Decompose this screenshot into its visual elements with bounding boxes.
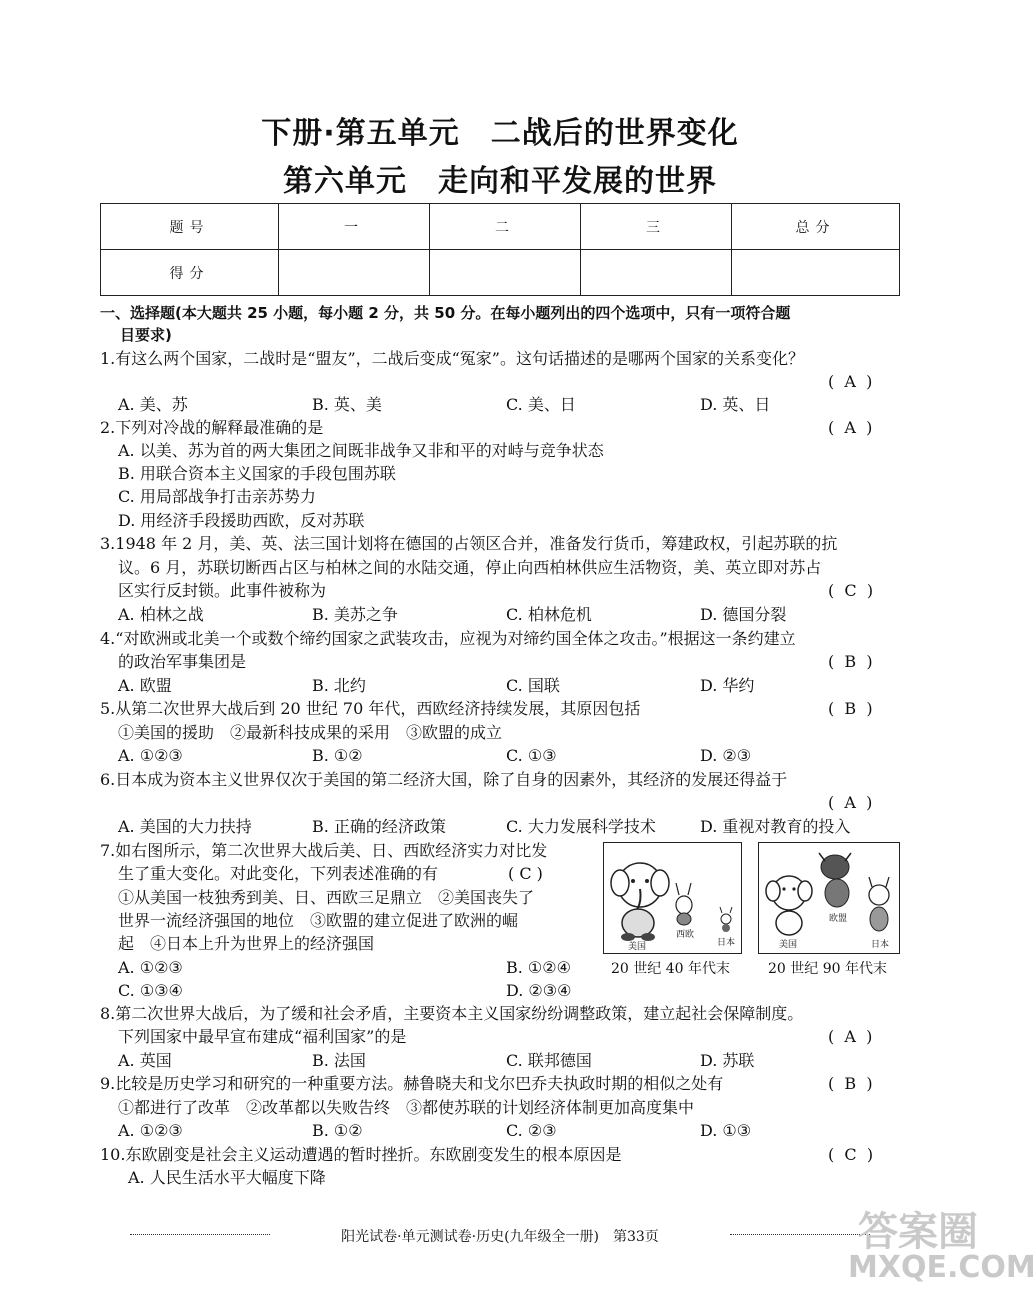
question-7-option-d: D. ②③④ (506, 981, 572, 1000)
cartoon-1940s (603, 842, 742, 954)
question-4-stem-line1: 4.“对欧洲或北美一个或数个缔约国家之武装攻击，应视为对缔约国全体之攻击。”根据这一条约建立 (100, 629, 796, 648)
question-9-option-a: A. ①②③ (118, 1121, 183, 1140)
question-8-stem-line2: 下列国家中最早宣布建成“福利国家”的是 (118, 1027, 407, 1046)
question-4-stem-line2: 的政治军事集团是 (118, 652, 247, 671)
question-7-answer: ( C ) (508, 864, 543, 883)
question-3-stem-line1: 3.1948 年 2 月，美、英、法三国计划将在德国的占领区合并，准备发行货币，筹建政权，引起苏联的抗 (100, 534, 838, 553)
question-9-option-b: B. ①② (312, 1121, 363, 1140)
question-3-option-c: C. 柏林危机 (506, 605, 592, 624)
cartoon-1940s-label-we: 西欧 (676, 930, 695, 940)
score-header-1: 一 (279, 204, 430, 250)
question-3-option-a: A. 柏林之战 (118, 605, 204, 624)
question-7-stem-line1: 7.如右图所示，第二次世界大战后美、日、西欧经济实力对比发 (100, 841, 548, 860)
cartoon-1990s-caption: 20 世纪 90 年代末 (768, 961, 887, 977)
section-heading-cont: 目要求) (120, 326, 172, 344)
question-5-items: ①美国的援助 ②最新科技成果的采用 ③欧盟的成立 (118, 723, 503, 742)
question-8-option-d: D. 苏联 (700, 1051, 755, 1070)
question-4-option-b: B. 北约 (312, 676, 366, 695)
score-cell-3[interactable] (581, 250, 732, 296)
question-7-option-c: C. ①③④ (118, 981, 183, 1000)
cartoon-1990s-label-eu: 欧盟 (829, 914, 848, 924)
footer-divider-right (730, 1234, 870, 1235)
watermark-logo: 答案圈 (858, 1209, 978, 1255)
question-2-answer: ( A ) (828, 418, 873, 437)
question-5-option-b: B. ①② (312, 746, 363, 765)
question-7-stem-line4: 世界一流经济强国的地位 ③欧盟的建立促进了欧洲的崛 (118, 911, 519, 930)
score-header-total: 总分 (732, 204, 900, 250)
cartoon-1990s-label-jp: 日本 (871, 940, 890, 950)
question-6-stem: 6.日本成为资本主义世界仅次于美国的第二经济大国，除了自身的因素外，其经济的发展还得益于 (100, 770, 788, 789)
score-header-2: 二 (430, 204, 581, 250)
score-header-3: 三 (581, 204, 732, 250)
question-6-option-d: D. 重视对教育的投入 (700, 817, 851, 836)
question-2-option-a: A. 以美、苏为首的两大集团之间既非战争又非和平的对峙与竞争状态 (118, 441, 604, 460)
question-9-items: ①都进行了改革 ②改革都以失败告终 ③都使苏联的计划经济体制更加高度集中 (118, 1098, 695, 1117)
question-10-stem: 10.东欧剧变是社会主义运动遭遇的暂时挫折。东欧剧变发生的根本原因是 (100, 1145, 622, 1164)
question-4-option-c: C. 国联 (506, 676, 560, 695)
cartoon-1990s-label-usa: 美国 (779, 940, 798, 950)
score-cell-1[interactable] (279, 250, 430, 296)
score-cell-total[interactable] (732, 250, 900, 296)
section-heading: 一、选择题(本大题共 25 小题，每小题 2 分，共 50 分。在每小题列出的四个选项中，只有一项符合题 (100, 304, 791, 322)
question-10-option-a: A. 人民生活水平大幅度下降 (128, 1168, 326, 1187)
question-5-option-d: D. ②③ (700, 746, 752, 765)
question-8-stem-line1: 8.第二次世界大战后，为了缓和社会矛盾，主要资本主义国家纷纷调整政策，建立起社会保障制度。 (100, 1004, 804, 1023)
question-2-option-b: B. 用联合资本主义国家的手段包围苏联 (118, 464, 396, 483)
page-subtitle: 第六单元 走向和平发展的世界 (283, 164, 717, 199)
score-cell-2[interactable] (430, 250, 581, 296)
question-5-answer: ( B ) (828, 699, 873, 718)
question-6-answer: ( A ) (828, 793, 873, 812)
question-9-answer: ( B ) (828, 1074, 873, 1093)
score-header-label: 题号 (101, 204, 279, 250)
question-8-option-a: A. 英国 (118, 1051, 172, 1070)
question-1-stem: 1.有这么两个国家，二战时是“盟友”，二战后变成“冤家”。这句话描述的是哪两个国家的关系变化？ (100, 349, 804, 368)
question-8-answer: ( A ) (828, 1027, 873, 1046)
question-1-option-a: A. 美、苏 (118, 395, 188, 414)
question-6-option-c: C. 大力发展科学技术 (506, 817, 656, 836)
question-7-stem-line2: 生了重大变化。对此变化，下列表述准确的有 (118, 864, 439, 883)
question-3-stem-line3: 区实行反封锁。此事件被称为 (118, 581, 327, 600)
watermark-url: MXQE.COM (848, 1250, 1036, 1285)
question-8-option-c: C. 联邦德国 (506, 1051, 592, 1070)
question-6-option-a: A. 美国的大力扶持 (118, 817, 252, 836)
question-1-answer: ( A ) (828, 372, 873, 391)
question-4-option-d: D. 华约 (700, 676, 755, 695)
question-7-option-a: A. ①②③ (118, 958, 183, 977)
question-7-stem-line5: 起 ④日本上升为世界上的经济强国 (118, 934, 375, 953)
question-9-option-c: C. ②③ (506, 1121, 557, 1140)
question-8-option-b: B. 法国 (312, 1051, 366, 1070)
score-row-label: 得分 (101, 250, 279, 296)
cartoon-1940s-label-usa: 美国 (628, 942, 647, 952)
question-7-option-b: B. ①②④ (506, 958, 571, 977)
question-3-option-d: D. 德国分裂 (700, 605, 787, 624)
page-footer: 阳光试卷·单元测试卷·历史(九年级全一册) 第33页 (341, 1229, 659, 1245)
question-3-answer: ( C ) (828, 581, 874, 600)
question-10-answer: ( C ) (828, 1145, 874, 1164)
score-table (100, 203, 900, 296)
question-6-option-b: B. 正确的经济政策 (312, 817, 446, 836)
question-4-answer: ( B ) (828, 652, 873, 671)
cartoon-1940s-caption: 20 世纪 40 年代末 (611, 961, 730, 977)
question-2-option-c: C. 用局部战争打击亲苏势力 (118, 487, 316, 506)
question-5-option-a: A. ①②③ (118, 746, 183, 765)
question-5-stem: 5.从第二次世界大战后到 20 世纪 70 年代，西欧经济持续发展，其原因包括 (100, 699, 641, 718)
cartoon-1940s-label-jp: 日本 (717, 938, 736, 948)
question-3-option-b: B. 美苏之争 (312, 605, 398, 624)
score-table-header-row (101, 204, 900, 250)
question-1-option-d: D. 英、日 (700, 395, 771, 414)
question-1-option-c: C. 美、日 (506, 395, 576, 414)
question-9-stem: 9.比较是历史学习和研究的一种重要方法。赫鲁晓夫和戈尔巴乔夫执政时期的相似之处有 (100, 1074, 724, 1093)
question-2-stem: 2.下列对冷战的解释最准确的是 (100, 418, 324, 437)
question-9-option-d: D. ①③ (700, 1121, 752, 1140)
page-title: 下册·第五单元 二战后的世界变化 (261, 116, 739, 151)
question-2-option-d: D. 用经济手段援助西欧，反对苏联 (118, 511, 365, 530)
question-5-option-c: C. ①③ (506, 746, 557, 765)
score-table-score-row (101, 250, 900, 296)
cartoon-1990s (758, 842, 900, 954)
question-3-stem-line2: 议。6 月，苏联切断西占区与柏林之间的水陆交通，停止向西柏林供应生活物资，美、英立即对苏占 (118, 558, 822, 577)
question-7-stem-line3: ①从美国一枝独秀到美、日、西欧三足鼎立 ②美国丧失了 (118, 888, 535, 907)
question-1-option-b: B. 英、美 (312, 395, 382, 414)
question-4-option-a: A. 欧盟 (118, 676, 172, 695)
